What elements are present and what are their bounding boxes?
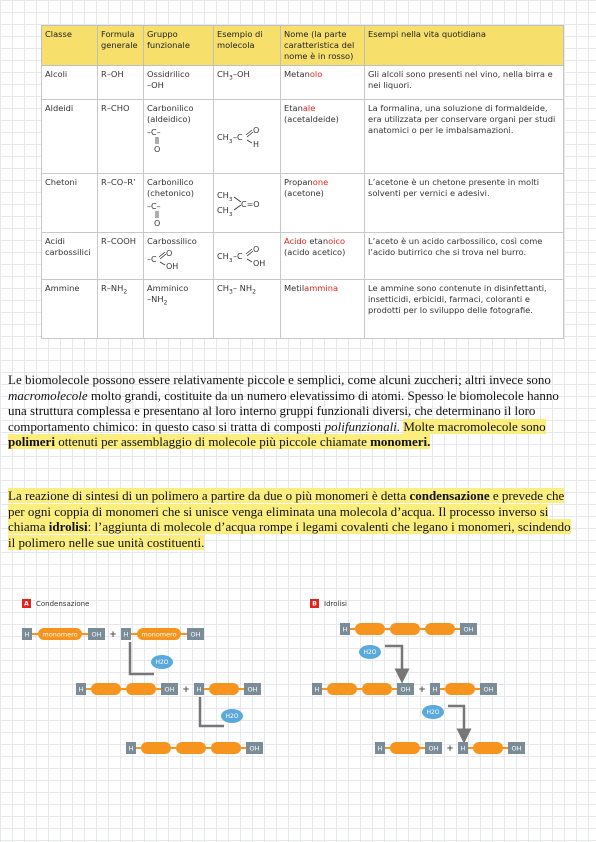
- cell-nome: [281, 174, 365, 233]
- monomer-unit: [390, 742, 420, 754]
- svg-text:–C: –C: [147, 255, 157, 264]
- cell-classe: Alcoli: [42, 66, 98, 100]
- nome-suffix: one: [312, 177, 329, 187]
- monomer-unit: [473, 742, 503, 754]
- plus-sign: +: [182, 685, 190, 695]
- header-formula: Formula generale: [98, 26, 144, 66]
- monomer-unit: [362, 683, 392, 695]
- svg-text:3: 3: [229, 138, 233, 145]
- cell-formula: R–CHO: [98, 100, 144, 174]
- table-row: [42, 174, 564, 233]
- panel-a-letter: A: [24, 600, 29, 608]
- hydrolysis-arrow: [385, 646, 402, 676]
- nome-suffix: ale: [302, 103, 316, 113]
- svg-text:OH: OH: [166, 262, 179, 271]
- monomer-unit: [355, 623, 385, 635]
- svg-text:–C–: –C–: [147, 202, 161, 211]
- cell-classe: Ammine: [42, 280, 98, 339]
- cell-formula: R–CO–R’: [98, 174, 144, 233]
- header-nome: Nome (la parte caratteristica del nome è in rosso): [281, 26, 365, 66]
- cell-gruppo: [144, 100, 214, 174]
- cell-formula: R–COOH: [98, 233, 144, 280]
- cell-molecola: $CH_3-OH$: [214, 66, 281, 100]
- h-cap-label: H: [196, 685, 202, 694]
- svg-text:CH: CH: [217, 191, 229, 200]
- oh-cap-label: OH: [428, 744, 439, 753]
- cell-formula: R–OH: [98, 66, 144, 100]
- header-gruppo: Gruppo funzionale: [144, 26, 214, 66]
- gruppo-name: Carbonilico (aldeidico): [147, 103, 194, 124]
- h-cap-label: H: [24, 630, 30, 639]
- cell-esempi: Gli alcoli sono presenti nel vino, nella birra e nei liquori.: [365, 66, 564, 100]
- water-label: H2O: [225, 713, 239, 720]
- svg-text:O: O: [154, 219, 161, 227]
- monomer-unit: [141, 742, 171, 754]
- monomer-unit: [91, 683, 121, 695]
- nome-base: Metil: [284, 283, 305, 293]
- water-label: H2O: [155, 659, 169, 666]
- acetic-acid-structure: [217, 243, 277, 269]
- h-cap-label: H: [78, 685, 84, 694]
- paragraph-biomolecole: Le biomolecole possono essere relativamente piccole e semplici, come alcuni zuccheri; altri invece sono macromolecole molto grandi, costituite da un numero elevatissimo di atomi. Spesso le biomolecole hanno una struttura complessa e presentano al loro interno gruppi funzionali diversi, che determinano il loro comportamento chimico: in questo caso si tratta di composti polifunzionali. Molte macromolecole sono polimeri ottenuti per assemblaggio di molecole più piccole chiamate monomeri.: [8, 372, 559, 450]
- svg-text:3: 3: [229, 212, 233, 217]
- h-cap-label: H: [377, 744, 383, 753]
- cell-esempi: La formalina, una soluzione di formaldeide, era utilizzata per conservare organi per studi anatomici o per le imbalsamazioni.: [365, 100, 564, 174]
- table-row: [42, 100, 564, 174]
- h-cap-label: H: [460, 744, 466, 753]
- oh-cap-label: OH: [511, 744, 522, 753]
- nome-extra: (acetaldeide): [284, 114, 339, 124]
- functional-groups-table: [41, 25, 564, 339]
- condensation-arrow: [130, 642, 154, 674]
- water-label: H2O: [363, 649, 377, 656]
- svg-text:3: 3: [229, 197, 233, 203]
- acetaldehyde-structure: [217, 124, 275, 150]
- svg-text:O: O: [154, 145, 161, 153]
- svg-text:CH: CH: [217, 252, 229, 261]
- monomer-label: monomero: [42, 630, 78, 639]
- monomer-unit: [425, 623, 455, 635]
- acetone-structure: [217, 189, 275, 217]
- nome-base: Propan: [284, 177, 313, 187]
- plus-sign: +: [109, 630, 117, 640]
- oh-cap-label: OH: [483, 685, 494, 694]
- gruppo-name: Amminico: [147, 283, 189, 293]
- nome-suffix: olo: [309, 69, 323, 79]
- cell-classe: Aldeidi: [42, 100, 98, 174]
- h-cap-label: H: [128, 744, 134, 753]
- monomer-unit: [211, 742, 241, 754]
- nome-mid: etan: [306, 236, 329, 246]
- cell-molecola: $CH_3-$ $NH_2$: [214, 280, 281, 339]
- panel-a-title: Condensazione: [36, 600, 90, 608]
- svg-text:O: O: [253, 245, 260, 254]
- cell-esempi: Le ammine sono contenute in disinfettanti, insetticidi, erbicidi, farmaci, coloranti e prodotti per lo sviluppo delle fotografie.: [365, 280, 564, 339]
- cell-gruppo: [144, 174, 214, 233]
- plus-sign: +: [418, 685, 426, 695]
- monomer-unit: [327, 683, 357, 695]
- svg-text:O: O: [166, 249, 173, 258]
- gruppo-name: Carbossilico: [147, 236, 197, 246]
- svg-text:CH: CH: [217, 206, 229, 215]
- water-label: H2O: [426, 709, 440, 716]
- svg-text:–C: –C: [233, 132, 243, 142]
- cell-nome: [281, 233, 365, 280]
- h-cap-label: H: [314, 685, 320, 694]
- nome-suffix: ammina: [304, 283, 339, 293]
- gruppo-name: Carbonilico (chetonico): [147, 177, 194, 198]
- svg-text:–C: –C: [233, 252, 243, 261]
- gruppo-formula: –OH: [147, 80, 164, 90]
- monomer-unit: [176, 742, 206, 754]
- monomer-label: monomero: [141, 630, 177, 639]
- panel-b-letter: B: [312, 600, 317, 608]
- cell-molecola: [214, 174, 281, 233]
- svg-text:OH: OH: [253, 259, 266, 268]
- cell-gruppo: [144, 66, 214, 100]
- header-esempi-vita: Esempi nella vita quotidiana: [365, 26, 564, 66]
- oh-cap-label: OH: [249, 744, 260, 753]
- nome-extra: (acetone): [284, 188, 324, 198]
- plus-sign: +: [446, 744, 454, 754]
- svg-text:3: 3: [229, 258, 233, 264]
- cell-gruppo: [144, 233, 214, 280]
- hydrolysis-arrow: [448, 706, 464, 736]
- table-row: [42, 66, 564, 100]
- table-row: [42, 233, 564, 280]
- cell-formula: $R-NH_2$: [98, 280, 144, 339]
- h-cap-label: H: [432, 685, 438, 694]
- cell-classe: Acidi carbossilici: [42, 233, 98, 280]
- condensation-arrow: [200, 697, 224, 726]
- carbonyl-group-structure: [147, 201, 171, 227]
- diagram-svg: [20, 596, 580, 771]
- cell-nome: [281, 66, 365, 100]
- table-row: [42, 280, 564, 339]
- nome-base: Metan: [284, 69, 310, 79]
- panel-b-title: Idrolisi: [324, 600, 347, 608]
- svg-text:CH: CH: [217, 132, 229, 142]
- cell-nome: [281, 280, 365, 339]
- carboxyl-group-structure: [147, 249, 181, 271]
- h-cap-label: H: [123, 630, 129, 639]
- cell-molecola: [214, 233, 281, 280]
- monomer-unit: [445, 683, 475, 695]
- svg-text:O: O: [253, 125, 260, 135]
- carbonyl-group-structure: [147, 127, 171, 153]
- header-classe: Classe: [42, 26, 98, 66]
- header-esempio: Esempio di molecola: [214, 26, 281, 66]
- cell-esempi: L’acetone è un chetone presente in molti solventi per vernici e adesivi.: [365, 174, 564, 233]
- gruppo-formula: $-NH_2$: [147, 294, 168, 307]
- cell-esempi: L’aceto è un acido carbossilico, così come l’acido butirrico che si trova nel burro.: [365, 233, 564, 280]
- nome-base: Etan: [284, 103, 303, 113]
- oh-cap-label: OH: [91, 630, 102, 639]
- svg-text:–C–: –C–: [147, 128, 161, 137]
- svg-text:C=O: C=O: [241, 200, 260, 209]
- nome-suffix: oico: [328, 236, 346, 246]
- svg-text:H: H: [253, 139, 260, 149]
- monomer-unit: [209, 683, 239, 695]
- gruppo-name: Ossidrilico: [147, 69, 190, 79]
- condensation-hydrolysis-diagram: [20, 596, 580, 771]
- monomer-unit: [390, 623, 420, 635]
- oh-cap-label: OH: [400, 685, 411, 694]
- oh-cap-label: OH: [190, 630, 201, 639]
- oh-cap-label: OH: [463, 625, 474, 634]
- cell-classe: Chetoni: [42, 174, 98, 233]
- monomer-unit: [126, 683, 156, 695]
- table-header-row: [42, 26, 564, 66]
- nome-prefix: Acido: [284, 236, 307, 246]
- oh-cap-label: OH: [164, 685, 175, 694]
- cell-nome: [281, 100, 365, 174]
- cell-molecola: [214, 100, 281, 174]
- cell-gruppo: [144, 280, 214, 339]
- oh-cap-label: OH: [247, 685, 258, 694]
- nome-extra: (acido acetico): [284, 247, 346, 257]
- paragraph-condensazione: La reazione di sintesi di un polimero a partire da due o più monomeri è detta condensazione e prevede che per ogni coppia di monomeri che si unisce venga eliminata una molecola d’acqua. Il processo inverso si chiama idrolisi: l’aggiunta di molecole d’acqua rompe i legami covalenti che legano i monomeri, scindendo il polimero nelle sue unità costituenti.: [8, 488, 571, 550]
- h-cap-label: H: [342, 625, 348, 634]
